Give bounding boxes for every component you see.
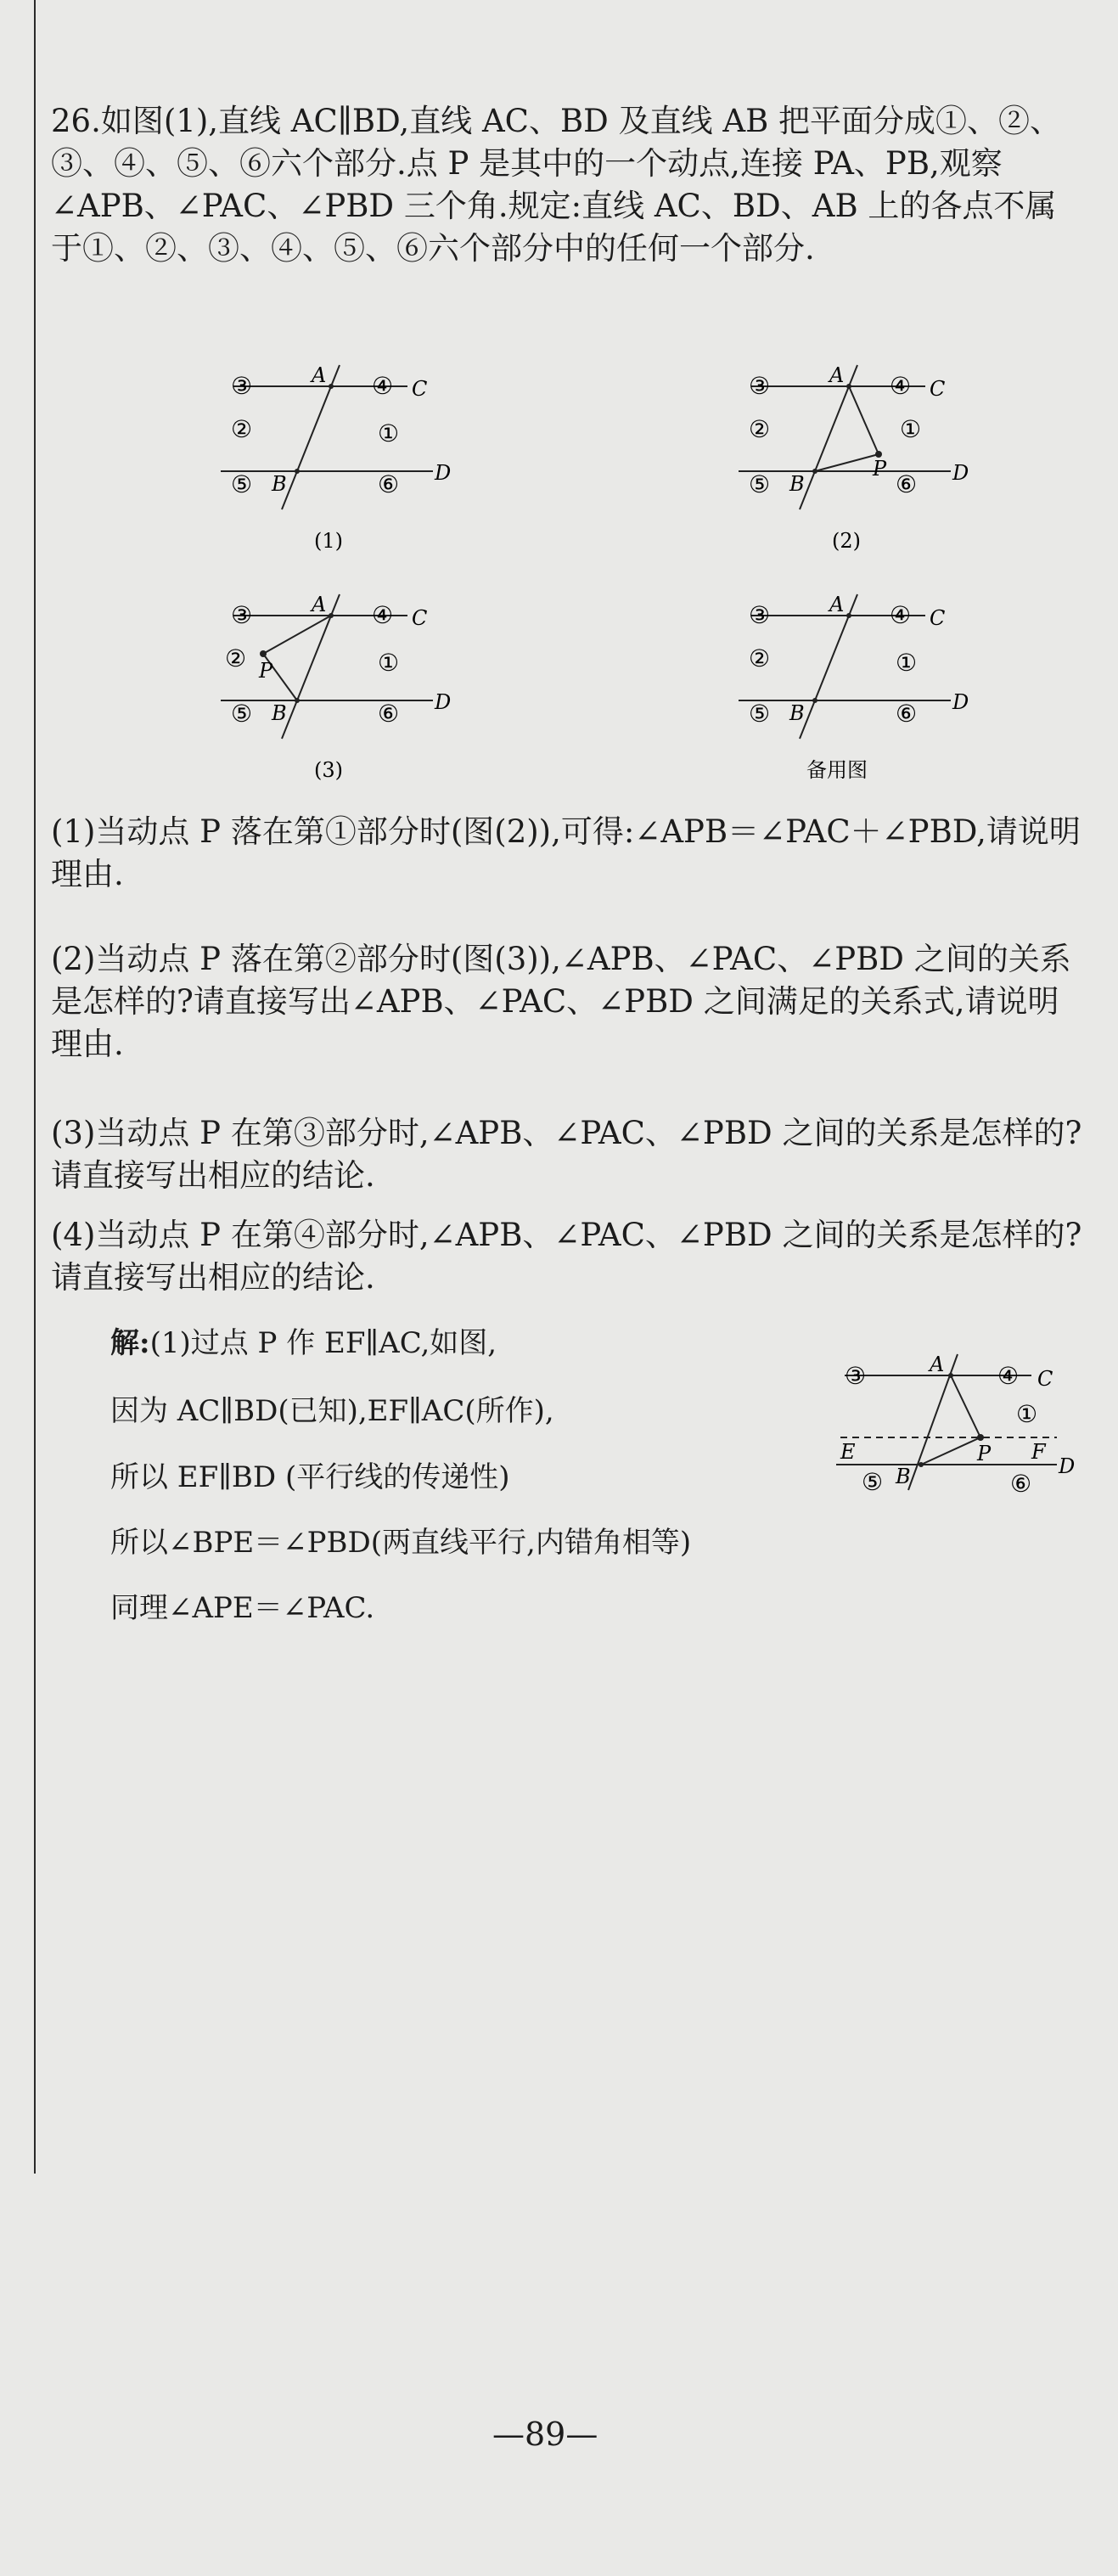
figure-2-caption: (2): [832, 529, 861, 553]
region-6-label: ⑥: [378, 700, 400, 728]
region-6-label: ⑥: [1010, 1470, 1032, 1498]
point-P-label: P: [873, 457, 887, 481]
region-6-label: ⑥: [896, 700, 918, 728]
figure-3-caption: (3): [314, 758, 343, 782]
figure-2: [730, 357, 1019, 560]
region-4-label: ④: [890, 372, 912, 400]
point-P-label: P: [259, 659, 273, 683]
point-C-label: C: [412, 606, 428, 630]
point-A-label: A: [829, 363, 845, 387]
point-B-label: B: [789, 472, 805, 496]
figure-1: [212, 357, 501, 560]
region-4-label: ④: [372, 372, 394, 400]
point-D-label: D: [435, 690, 452, 714]
point-P-label: P: [977, 1442, 992, 1465]
region-1-label: ①: [378, 649, 400, 677]
problem-number: 26.: [51, 103, 101, 139]
solution-line-5: 同理∠APE＝∠PAC.: [110, 1591, 375, 1625]
region-2-label: ②: [749, 415, 771, 443]
region-6-label: ⑥: [378, 470, 400, 498]
region-2-label: ②: [231, 415, 253, 443]
region-1-label: ①: [896, 649, 918, 677]
region-2-label: ②: [749, 644, 771, 672]
question-2: (2)当动点 P 落在第②部分时(图(3)),∠APB、∠PAC、∠PBD 之间的关系是怎样的?请直接写出∠APB、∠PAC、∠PBD 之间满足的关系式,请说明理由.: [51, 941, 1071, 1062]
figure-spare-caption: 备用图: [806, 758, 868, 782]
point-D-label: D: [435, 461, 452, 485]
point-D-label: D: [1059, 1454, 1076, 1478]
solution-line-1-text: (1)过点 P 作 EF∥AC,如图,: [149, 1326, 497, 1360]
region-3-label: ③: [749, 601, 771, 629]
point-C-label: C: [930, 606, 946, 630]
point-D-label: D: [952, 690, 969, 714]
problem-intro: [51, 100, 1087, 270]
solution-label: 解:: [110, 1326, 150, 1360]
region-3-label: ③: [231, 372, 253, 400]
point-B-label: B: [272, 701, 287, 725]
solution-line-2: 因为 AC∥BD(已知),EF∥AC(所作),: [110, 1394, 554, 1428]
solution-line-4: 所以∠BPE＝∠PBD(两直线平行,内错角相等): [110, 1526, 692, 1560]
point-A-label: A: [930, 1353, 945, 1376]
page-number: —89—: [492, 2416, 598, 2453]
point-B-label: B: [789, 701, 805, 725]
point-C-label: C: [412, 377, 428, 401]
region-4-label: ④: [372, 601, 394, 629]
margin-rule: [34, 0, 36, 2174]
figure-spare: [730, 586, 1019, 790]
solution-line-1: [110, 1325, 874, 1362]
figure-1-caption: (1): [314, 529, 343, 553]
region-3-label: ③: [749, 372, 771, 400]
solution-figure: [828, 1337, 1099, 1533]
solution-line-3: 所以 EF∥BD (平行线的传递性): [110, 1460, 510, 1494]
region-2-label: ②: [225, 644, 247, 672]
point-E-label: E: [840, 1440, 856, 1464]
point-A-label: A: [312, 363, 327, 387]
region-5-label: ⑤: [749, 470, 771, 498]
problem-intro-text: 如图(1),直线 AC∥BD,直线 AC、BD 及直线 AB 把平面分成①、②、③、④、⑤、⑥六个部分.点 P 是其中的一个动点,连接 PA、PB,观察∠APB、∠PAC、∠PBD 三个角.规定:直线 AC、BD、AB 上的各点不属于①、②、③、④、⑤、⑥六个部分中的任何一个部分.: [51, 103, 1062, 267]
region-4-label: ④: [997, 1362, 1020, 1390]
question-1: (1)当动点 P 落在第①部分时(图(2)),可得:∠APB＝∠PAC＋∠PBD,请说明理由.: [51, 813, 1081, 892]
question-4: (4)当动点 P 在第④部分时,∠APB、∠PAC、∠PBD 之间的关系是怎样的?请直接写出相应的结论.: [51, 1217, 1082, 1296]
point-C-label: C: [930, 377, 946, 401]
region-5-label: ⑤: [862, 1468, 884, 1496]
region-3-label: ③: [845, 1362, 867, 1390]
region-3-label: ③: [231, 601, 253, 629]
question-3: (3)当动点 P 在第③部分时,∠APB、∠PAC、∠PBD 之间的关系是怎样的?请直接写出相应的结论.: [51, 1115, 1082, 1194]
point-F-label: F: [1031, 1440, 1046, 1464]
region-6-label: ⑥: [896, 470, 918, 498]
region-1-label: ①: [1016, 1400, 1038, 1428]
point-C-label: C: [1037, 1367, 1053, 1391]
region-4-label: ④: [890, 601, 912, 629]
region-1-label: ①: [378, 419, 400, 447]
region-5-label: ⑤: [231, 470, 253, 498]
figure-3: [212, 586, 501, 790]
point-B-label: B: [272, 472, 287, 496]
region-5-label: ⑤: [749, 700, 771, 728]
point-A-label: A: [312, 593, 327, 616]
point-B-label: B: [896, 1465, 911, 1488]
point-A-label: A: [829, 593, 845, 616]
point-D-label: D: [952, 461, 969, 485]
region-5-label: ⑤: [231, 700, 253, 728]
region-1-label: ①: [900, 415, 922, 443]
